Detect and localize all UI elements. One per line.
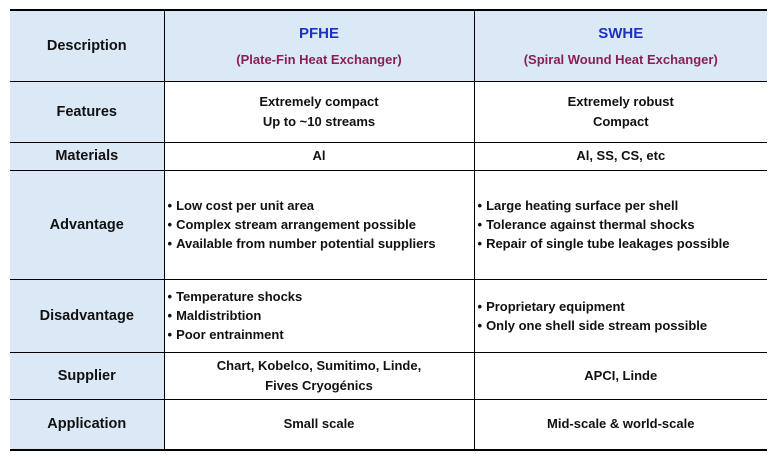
supplier-swhe: APCI, Linde [474, 352, 767, 399]
list-item: • Temperature shocks [168, 287, 474, 306]
row-features [10, 81, 767, 142]
application-pfhe: Small scale [164, 399, 474, 450]
row-application [10, 399, 767, 450]
header-row [10, 10, 767, 81]
swhe-header [474, 10, 767, 81]
disadvantage-swhe [474, 279, 767, 352]
list-item: • Maldistribtion [168, 306, 474, 325]
pfhe-subtitle: (Plate-Fin Heat Exchanger) [236, 51, 402, 67]
comparison-table [10, 9, 767, 451]
description-header: Description [10, 10, 164, 81]
advantage-label: Advantage [10, 170, 164, 279]
advantage-pfhe [164, 170, 474, 279]
features-pfhe [164, 81, 474, 142]
disadvantage-label: Disadvantage [10, 279, 164, 352]
materials-swhe: Al, SS, CS, etc [474, 142, 767, 170]
application-swhe: Mid-scale & world-scale [474, 399, 767, 450]
features-swhe-line: Extremely robust [567, 93, 674, 109]
list-item: • Low cost per unit area [168, 196, 474, 215]
list-item: • Poor entrainment [168, 325, 474, 344]
pfhe-header [164, 10, 474, 81]
advantage-swhe [474, 170, 767, 279]
list-item: • Complex stream arrangement possible [168, 215, 474, 234]
row-materials [10, 142, 767, 170]
row-supplier [10, 352, 767, 399]
disadvantage-pfhe [164, 279, 474, 352]
swhe-title: SWHE [598, 24, 644, 42]
supplier-pfhe-line: Chart, Kobelco, Sumitimo, Linde, [216, 357, 422, 373]
features-label: Features [10, 81, 164, 142]
list-item: • Proprietary equipment [478, 297, 768, 316]
materials-pfhe: Al [164, 142, 474, 170]
pfhe-title: PFHE [298, 24, 339, 42]
features-pfhe-line: Extremely compact [259, 93, 379, 109]
list-item: • Large heating surface per shell [478, 196, 768, 215]
application-label: Application [10, 399, 164, 450]
features-pfhe-line: Up to ~10 streams [262, 113, 376, 129]
list-item: • Tolerance against thermal shocks [478, 215, 768, 234]
swhe-subtitle: (Spiral Wound Heat Exchanger) [523, 51, 718, 67]
row-disadvantage [10, 279, 767, 352]
list-item: • Repair of single tube leakages possible [478, 234, 768, 253]
list-item: • Available from number potential suppliers [168, 234, 474, 253]
features-swhe [474, 81, 767, 142]
supplier-pfhe [164, 352, 474, 399]
supplier-label: Supplier [10, 352, 164, 399]
materials-label: Materials [10, 142, 164, 170]
list-item: • Only one shell side stream possible [478, 316, 768, 335]
supplier-pfhe-line: Fives Cryogénics [265, 377, 373, 393]
features-swhe-line: Compact [592, 113, 649, 129]
row-advantage [10, 170, 767, 279]
